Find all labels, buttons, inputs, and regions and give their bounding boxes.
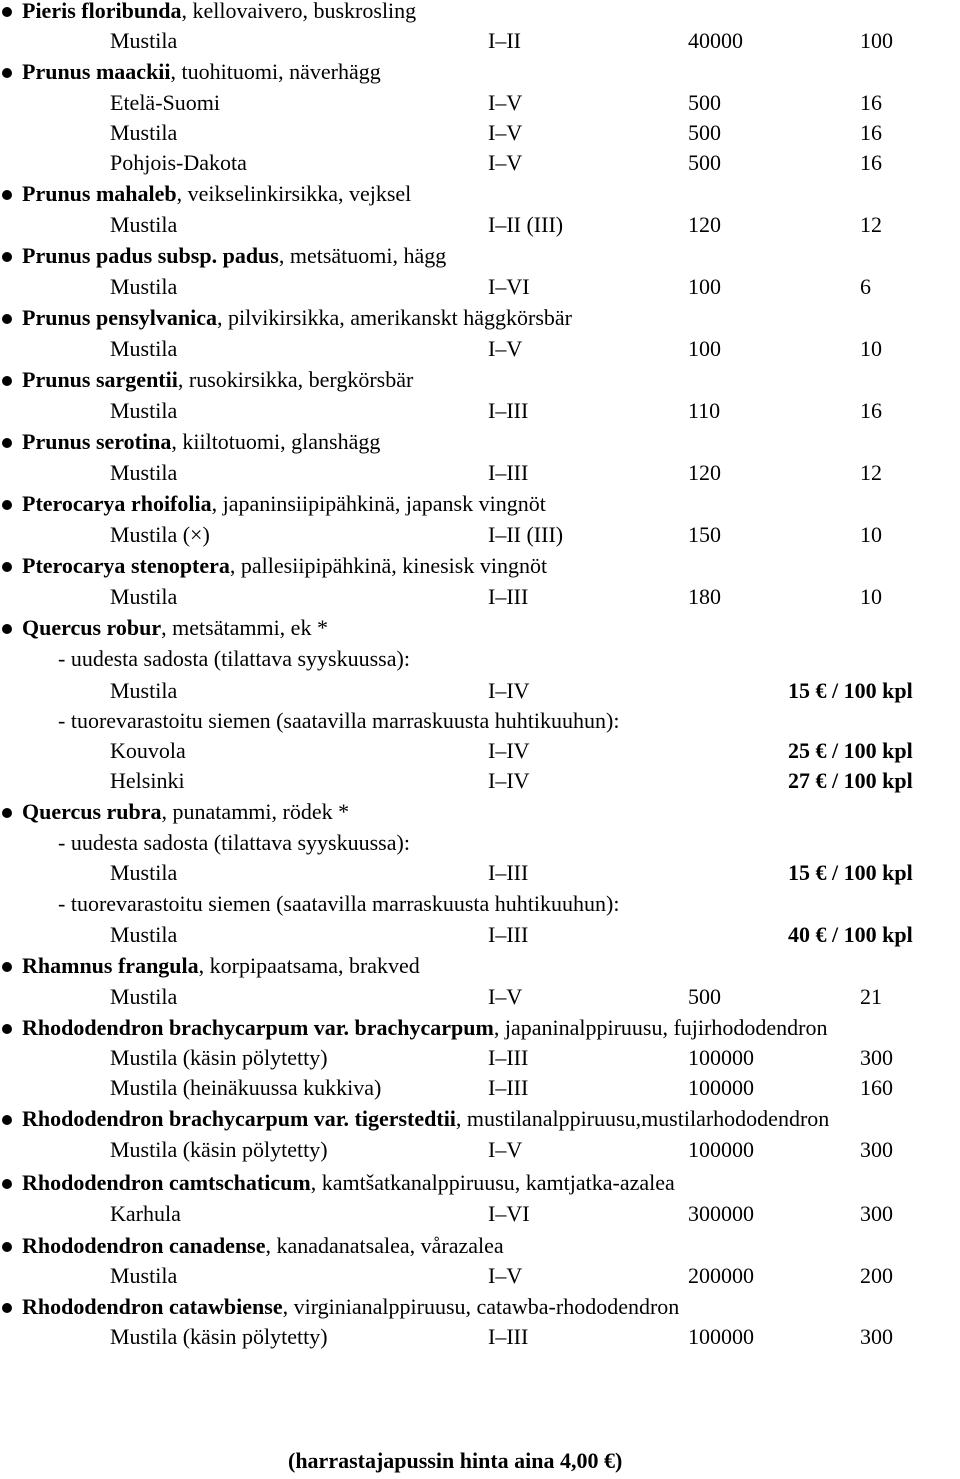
seed-lot-row [0, 1322, 960, 1352]
species-heading [0, 179, 960, 209]
seed-lot-row [0, 26, 960, 56]
hardiness-zone: I–IV [488, 738, 530, 763]
origin: Mustila (×) [110, 522, 210, 547]
supply-note-text: - tuorevarastoitu siemen (saatavilla marraskuusta huhtikuuhun): [58, 708, 620, 733]
latin-epithet: canadense [168, 1233, 266, 1258]
species-heading [0, 1104, 960, 1134]
bullet-icon [2, 376, 12, 386]
price-per-100: 15 € / 100 kpl [788, 860, 913, 885]
supply-note [0, 828, 960, 858]
common-names: , kamtšatkanalppiruusu, kamtjatka-azalea [310, 1170, 675, 1195]
species-heading [0, 797, 960, 827]
common-names: , kiiltotuomi, glanshägg [171, 429, 381, 454]
bullet-icon [2, 438, 12, 448]
price: 10 [860, 336, 882, 361]
seed-lot-row [0, 982, 960, 1012]
price: 21 [860, 984, 882, 1009]
bullet-icon [2, 1024, 12, 1034]
latin-genus: Rhododendron [22, 1170, 164, 1195]
hardiness-zone: I–IV [488, 768, 530, 793]
origin: Mustila [110, 1263, 178, 1288]
species-heading [0, 427, 960, 457]
latin-epithet: rubra [106, 799, 162, 824]
seed-lot-row [0, 1073, 960, 1103]
seed-lot-row [0, 766, 960, 796]
species-name [22, 427, 380, 457]
latin-epithet: robur [106, 615, 162, 640]
common-names: , virginianalppiruusu, catawba-rhododendron [282, 1294, 680, 1319]
origin: Mustila [110, 28, 178, 53]
hardiness-zone: I–III [488, 1075, 529, 1100]
seed-lot-row [0, 88, 960, 118]
bullet-icon [2, 314, 12, 324]
latin-genus: Pterocarya [22, 491, 126, 516]
price: 16 [860, 150, 882, 175]
seed-lot-row [0, 272, 960, 302]
bullet-icon [2, 190, 12, 200]
seed-lot-row [0, 676, 960, 706]
species-name [22, 1104, 829, 1134]
seed-lot-row [0, 1135, 960, 1165]
latin-genus: Prunus padus subsp. [22, 243, 218, 268]
species-heading [0, 241, 960, 271]
common-names: , rusokirsikka, bergkörsbär [177, 367, 414, 392]
species-name [22, 57, 381, 87]
seed-lot-row [0, 582, 960, 612]
latin-genus: Rhododendron [22, 1294, 164, 1319]
hardiness-zone: I–III [488, 460, 529, 485]
seed-lot-row [0, 148, 960, 178]
species-name [22, 551, 547, 581]
origin: Mustila [110, 212, 178, 237]
seed-count: 200000 [688, 1263, 754, 1288]
price: 300 [860, 1137, 893, 1162]
species-name [22, 303, 572, 333]
species-name [22, 1013, 827, 1043]
bullet-icon [2, 252, 12, 262]
latin-genus: Pieris [22, 0, 76, 23]
hardiness-zone: I–V [488, 336, 523, 361]
species-heading [0, 1292, 960, 1322]
species-name [22, 951, 420, 981]
latin-genus: Prunus [22, 181, 91, 206]
bullet-icon [2, 624, 12, 634]
latin-genus: Prunus [22, 367, 91, 392]
seed-count: 500 [688, 984, 721, 1009]
seed-lot-row [0, 1261, 960, 1291]
price: 6 [860, 274, 871, 299]
common-names: , metsätuomi, hägg [278, 243, 447, 268]
price: 300 [860, 1201, 893, 1226]
seed-lot-row [0, 858, 960, 888]
supply-note-text: - uudesta sadosta (tilattava syyskuussa): [58, 646, 410, 671]
seed-lot-row [0, 210, 960, 240]
common-names: , korpipaatsama, brakved [198, 953, 420, 978]
latin-epithet: rhoifolia [130, 491, 212, 516]
hardiness-zone: I–III [488, 398, 529, 423]
seed-count: 500 [688, 120, 721, 145]
price-per-100: 40 € / 100 kpl [788, 922, 913, 947]
price: 200 [860, 1263, 893, 1288]
seed-count: 120 [688, 212, 721, 237]
price: 10 [860, 522, 882, 547]
origin: Mustila [110, 922, 178, 947]
price-per-100: 25 € / 100 kpl [788, 738, 913, 763]
seed-count: 40000 [688, 28, 743, 53]
bullet-icon [2, 7, 12, 17]
hardiness-zone: I–III [488, 584, 529, 609]
species-name [22, 489, 546, 519]
latin-epithet: serotina [95, 429, 172, 454]
hardiness-zone: I–III [488, 860, 529, 885]
origin: Mustila (käsin pölytetty) [110, 1045, 328, 1070]
latin-epithet: padus [222, 243, 279, 268]
origin: Mustila (käsin pölytetty) [110, 1137, 328, 1162]
bullet-icon [2, 68, 12, 78]
seed-count: 120 [688, 460, 721, 485]
seed-lot-row [0, 1199, 960, 1229]
seed-lot-row [0, 396, 960, 426]
price: 300 [860, 1045, 893, 1070]
origin: Pohjois-Dakota [110, 150, 247, 175]
bullet-icon [2, 962, 12, 972]
latin-genus: Prunus [22, 429, 91, 454]
hardiness-zone: I–V [488, 120, 523, 145]
species-heading [0, 1013, 960, 1043]
species-name [22, 613, 328, 643]
seed-lot-row [0, 520, 960, 550]
seed-count: 100000 [688, 1045, 754, 1070]
origin: Mustila [110, 460, 178, 485]
latin-epithet: brachycarpum var. brachycarpum [168, 1015, 494, 1040]
common-names: , pallesiipipähkinä, kinesisk vingnöt [229, 553, 548, 578]
seed-count: 500 [688, 150, 721, 175]
price-per-100: 15 € / 100 kpl [788, 678, 913, 703]
hardiness-zone: I–III [488, 1324, 529, 1349]
species-name [22, 1168, 675, 1198]
latin-genus: Quercus [22, 615, 102, 640]
seed-count: 300000 [688, 1201, 754, 1226]
species-heading [0, 1168, 960, 1198]
origin: Mustila [110, 274, 178, 299]
hardiness-zone: I–VI [488, 274, 530, 299]
price: 12 [860, 212, 882, 237]
common-names: , mustilanalppiruusu,mustilarhododendron [455, 1106, 830, 1131]
bullet-icon [2, 562, 12, 572]
common-names: , kanadanatsalea, vårazalea [265, 1233, 504, 1258]
hardiness-zone: I–II (III) [488, 212, 564, 237]
common-names: , japaninsiipipähkinä, japansk vingnöt [211, 491, 546, 516]
latin-epithet: catawbiense [168, 1294, 283, 1319]
origin: Etelä-Suomi [110, 90, 220, 115]
hardiness-zone: I–IV [488, 678, 530, 703]
common-names: , metsätammi, ek * [161, 615, 328, 640]
origin: Mustila [110, 584, 178, 609]
origin: Mustila (heinäkuussa kukkiva) [110, 1075, 382, 1100]
bullet-icon [2, 1115, 12, 1125]
latin-epithet: sargentii [95, 367, 178, 392]
common-names: , tuohituomi, näverhägg [170, 59, 381, 84]
hardiness-zone: I–II [488, 28, 521, 53]
seed-count: 100 [688, 336, 721, 361]
price: 16 [860, 90, 882, 115]
latin-epithet: stenoptera [130, 553, 230, 578]
hobby-packet-price-note: (harrastajapussin hinta aina 4,00 €) [288, 1448, 623, 1473]
species-name [22, 241, 446, 271]
origin: Mustila [110, 398, 178, 423]
species-heading [0, 303, 960, 333]
seed-count: 500 [688, 90, 721, 115]
seed-count: 180 [688, 584, 721, 609]
price: 16 [860, 398, 882, 423]
origin: Helsinki [110, 768, 185, 793]
seed-count: 150 [688, 522, 721, 547]
latin-genus: Rhododendron [22, 1106, 164, 1131]
seed-count: 100000 [688, 1324, 754, 1349]
origin: Mustila [110, 860, 178, 885]
latin-genus: Rhododendron [22, 1015, 164, 1040]
seed-lot-row [0, 920, 960, 950]
hardiness-zone: I–V [488, 1263, 523, 1288]
latin-genus: Rhododendron [22, 1233, 164, 1258]
latin-epithet: brachycarpum var. tigerstedtii [168, 1106, 456, 1131]
bullet-icon [2, 1242, 12, 1252]
seed-lot-row [0, 458, 960, 488]
bullet-icon [2, 1303, 12, 1313]
species-name [22, 1292, 679, 1322]
supply-note-text: - tuorevarastoitu siemen (saatavilla marraskuusta huhtikuuhun): [58, 891, 620, 916]
seed-lot-row [0, 736, 960, 766]
price: 160 [860, 1075, 893, 1100]
hardiness-zone: I–III [488, 1045, 529, 1070]
latin-genus: Prunus [22, 305, 91, 330]
hardiness-zone: I–V [488, 1137, 523, 1162]
latin-genus: Pterocarya [22, 553, 126, 578]
origin: Mustila [110, 678, 178, 703]
latin-epithet: mahaleb [95, 181, 177, 206]
species-name [22, 797, 349, 827]
species-heading [0, 365, 960, 395]
latin-epithet: maackii [95, 59, 171, 84]
species-heading [0, 57, 960, 87]
species-heading [0, 1231, 960, 1261]
hardiness-zone: I–V [488, 984, 523, 1009]
hardiness-zone: I–II (III) [488, 522, 564, 547]
seed-lot-row [0, 1043, 960, 1073]
supply-note [0, 889, 960, 919]
species-name [22, 0, 416, 26]
common-names: , kellovaivero, buskrosling [181, 0, 417, 23]
species-name [22, 179, 411, 209]
seed-count: 100 [688, 274, 721, 299]
origin: Mustila (käsin pölytetty) [110, 1324, 328, 1349]
species-heading [0, 613, 960, 643]
price: 10 [860, 584, 882, 609]
bullet-icon [2, 500, 12, 510]
seed-lot-row [0, 118, 960, 148]
seed-count: 100000 [688, 1137, 754, 1162]
common-names: , punatammi, rödek * [161, 799, 350, 824]
price: 300 [860, 1324, 893, 1349]
common-names: , veikselinkirsikka, vejksel [176, 181, 412, 206]
supply-note [0, 706, 960, 736]
species-heading [0, 951, 960, 981]
species-name [22, 1231, 504, 1261]
species-heading [0, 489, 960, 519]
bullet-icon [2, 1179, 12, 1189]
hardiness-zone: I–VI [488, 1201, 530, 1226]
common-names: , pilvikirsikka, amerikanskt häggkörsbär [217, 305, 572, 330]
species-name [22, 365, 413, 395]
latin-epithet: camtschaticum [168, 1170, 311, 1195]
latin-epithet: floribunda [81, 0, 182, 23]
latin-epithet: pensylvanica [95, 305, 218, 330]
price: 100 [860, 28, 893, 53]
latin-genus: Quercus [22, 799, 102, 824]
species-heading [0, 551, 960, 581]
common-names: , japaninalppiruusu, fujirhododendron [493, 1015, 828, 1040]
latin-genus: Rhamnus [22, 953, 113, 978]
latin-epithet: frangula [117, 953, 199, 978]
bullet-icon [2, 808, 12, 818]
species-heading [0, 0, 960, 26]
origin: Kouvola [110, 738, 186, 763]
price-per-100: 27 € / 100 kpl [788, 768, 913, 793]
seed-count: 110 [688, 398, 721, 423]
origin: Mustila [110, 120, 178, 145]
seed-count: 100000 [688, 1075, 754, 1100]
origin: Mustila [110, 984, 178, 1009]
seed-lot-row [0, 334, 960, 364]
supply-note [0, 644, 960, 674]
hardiness-zone: I–V [488, 90, 523, 115]
hardiness-zone: I–III [488, 922, 529, 947]
latin-genus: Prunus [22, 59, 91, 84]
supply-note-text: - uudesta sadosta (tilattava syyskuussa): [58, 830, 410, 855]
origin: Mustila [110, 336, 178, 361]
price: 12 [860, 460, 882, 485]
hardiness-zone: I–V [488, 150, 523, 175]
price: 16 [860, 120, 882, 145]
origin: Karhula [110, 1201, 181, 1226]
